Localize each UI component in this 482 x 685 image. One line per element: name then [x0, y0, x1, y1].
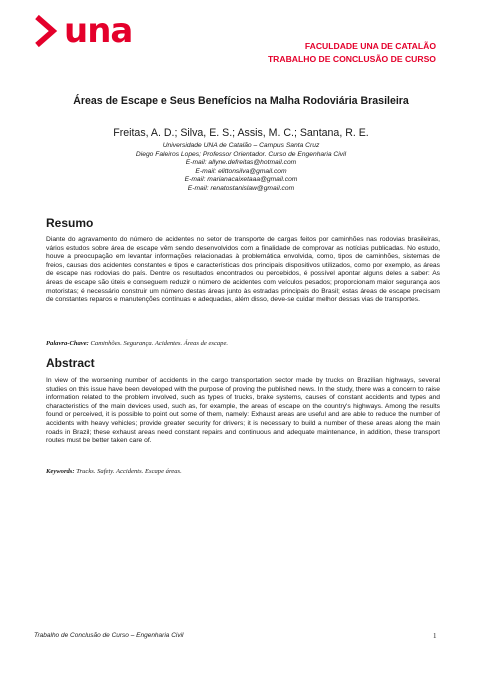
- resumo-body: Diante do agravamento do número de acidentes no setor de transporte de cargas feitos por caminhões nas rodovias brasileiras, vários estudos sobre área de escape vêm sendo desenvolvidos com a finalidade de comprovar as notícias publicadas. No estudo, houve a preocupação em levantar informações relacionadas à problemática envolvida, como, tipos de caminhões, sistemas de freios, causas dos acidentes constantes e tipos e características dos principais dispositivos utilizados, como por exemplo, as áreas de escape nas rodovias do país. Dentre os resultados encontrados ou percebidos, é possível apontar alguns deles a saber: As áreas de escape são úteis e conseguem reduzir o número de acidentes com veículos pesados; proporcionam maior segurança aos motoristas; é necessário construir um número destas áreas junto às estradas principais do Brasil; estas áreas de escape precisam de constantes reparos e manutenções contínuas e adequadas, além disso, deve-se cuidar melhor dessas vias de transportes.: [46, 236, 440, 304]
- author-email: E-mail: allyne.defreitas@hotmail.com: [185, 159, 297, 167]
- abstract-body: In view of the worsening number of accidents in the cargo transportation sector made by trucks on Brazilian highways, several studies on this issue have been developed with the purpose of proving the published news. In the study, there was a concern to raise information related to the problem involved, such as types of trucks, brake systems, causes of constant accidents and types and characteristics of the main devices used, such as, for example, the areas of escape on the country's highways. Among the results found or perceived, it is possible to point out some of them, namely: Exhaust areas are useful and are able to reduce the number of accidents with heavy vehicles; provide greater security for drivers; it is necessary to build a number of these areas along the main roads in Brazil; these exhaust areas need constant repairs and continuous and adequate maintenance, in addition, these transport routes must be better taken care of.: [46, 377, 440, 445]
- institution-header: [268, 40, 436, 66]
- paper-title: Áreas de Escape e Seus Benefícios na Malha Rodoviária Brasileira: [73, 95, 409, 107]
- author-email: E-mail: elittonsilva@gmail.com: [195, 167, 287, 175]
- resumo-keywords: [46, 340, 440, 347]
- chevron-logo-icon: [34, 14, 60, 48]
- affiliation-university: Universidade UNA de Catalão – Campus Santa Cruz: [162, 142, 320, 149]
- resumo-heading: Resumo: [46, 216, 94, 230]
- affiliation-block: [0, 142, 482, 194]
- keywords-values: Caminhões. Segurança. Acidentes. Áreas de escape.: [90, 340, 229, 347]
- keywords-label: Keywords:: [46, 468, 75, 475]
- keywords-label: Palavra-Chave:: [46, 340, 89, 347]
- author-email: E-mail: renatostanislaw@gmail.com: [187, 184, 295, 192]
- logo-wordmark: una: [64, 11, 133, 51]
- author-email: E-mail: marianacaixetaaa@gmail.com: [184, 176, 298, 184]
- program-name: TRABALHO DE CONCLUSÃO DE CURSO: [267, 54, 436, 64]
- institution-name: FACULDADE UNA DE CATALÃO: [304, 41, 436, 51]
- abstract-keywords: [46, 468, 440, 475]
- una-logo: [34, 10, 132, 52]
- keywords-values: Trucks. Safety. Accidents. Escape áreas.: [76, 468, 182, 475]
- affiliation-advisor: Diego Faleiros Lopes; Professor Orientador. Curso de Engenharia Civil: [135, 150, 347, 158]
- author-list: Freitas, A. D.; Silva, E. S.; Assis, M. C.; Santana, R. E.: [113, 127, 369, 139]
- page-number: 1: [433, 632, 437, 640]
- page-footer: Trabalho de Conclusão de Curso – Engenharia Civil: [34, 632, 184, 639]
- abstract-heading: Abstract: [46, 356, 95, 370]
